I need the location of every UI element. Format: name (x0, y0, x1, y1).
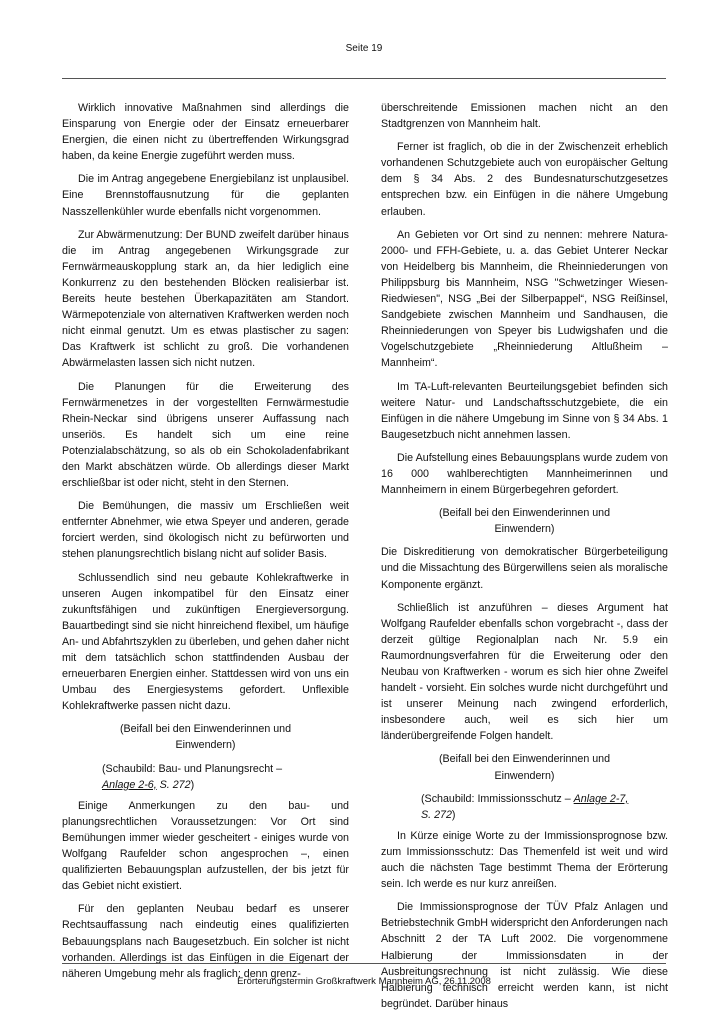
applause-note: (Beifall bei den Einwenderinnen und Einwendern) (438, 753, 611, 782)
paragraph: Die Bemühungen, die massiv um Erschließen weit entfernter Abnehmer, wie etwa Speyer und anderen, gerade forciert werden, sind ökologisch nicht zu befürworten und stehen planungsrechtlich bislang nicht auf solider Basis. (62, 500, 349, 561)
figure-reference (62, 761, 349, 793)
paragraph: Einige Anmerkungen zu den bau- und planungsrechtlichen Voraussetzungen: Vor Ort sind Bemühungen immer wieder gescheitert - einiges wurde von Wolfgang Raufelder schon angesprochen –, einen qualifizierten Bebauungsplan aufzustellen, der bis jetzt für das Gebiet nicht existiert. (62, 799, 349, 893)
applause-note: (Beifall bei den Einwenderinnen und Einwendern) (119, 723, 292, 752)
figure-caption: (Schaubild: Immissionsschutz – (421, 792, 571, 805)
paragraph: Im TA-Luft-relevanten Beurteilungsgebiet befinden sich weitere Natur- und Landschaftsschutzgebiete, die ein Einfügen in die nähere Umgebung im Sinne von § 34 Abs. 1 Baugesetzbuch nicht annehmen lassen. (381, 380, 668, 441)
annex-link[interactable]: Anlage 2-6, (102, 778, 157, 791)
right-column (381, 100, 668, 1019)
paragraph: überschreitende Emissionen machen nicht an den Stadtgrenzen von Mannheim halt. (381, 102, 668, 131)
figure-close: ) (190, 778, 195, 791)
figure-page: S. 272 (421, 808, 452, 821)
paragraph: Die im Antrag angegebene Energiebilanz ist unplausibel. Eine Brennstoffausnutzung für die geplanten Nasszellenkühler wurde ebenfalls nicht vorgenommen. (62, 173, 349, 218)
figure-page: S. 272 (159, 778, 191, 791)
footer-divider (62, 963, 666, 964)
paragraph: Die Planungen für die Erweiterung des Fernwärmenetzes in der vorgestellten Fernwärmestudie Rhein-Neckar sind übrigens unserer Auffassung nach unseriös. Es handelt sich um eine reine Potenzialabschätzung, so als ob ein Schokoladenfabrikant den Markt abschätzen würde. Ob allerdings dieser Markt erschließbar ist oder nicht, steht in den Sternen. (62, 380, 349, 490)
paragraph: Für den geplanten Neubau bedarf es unserer Rechtsauffassung nach eindeutig eines qualifizierten Bebauungsplans nach Baugesetzbuch. Ein solcher ist nicht vorhanden. Allerdings ist das Einfügen in die Eigenart der näheren Umgebung mehr als fraglich; denn grenz- (62, 903, 349, 980)
paragraph: Die Diskreditierung von demokratischer Bürgerbeteiligung und die Missachtung des Bürgerwillens seien als moralische Komponente ergänzt. (381, 546, 668, 591)
annex-link[interactable]: Anlage 2-7, (573, 792, 629, 805)
paragraph: Zur Abwärmenutzung: Der BUND zweifelt darüber hinaus die im Antrag angegebenen Wirkungsgrade zur Fernwärmeauskopplung stark an, da hier lediglich eine Konkurrenz zu den bestehenden Blöcken realisierbar ist. Bereits heute bestehen Überkapazitäten am Standort. Wärmepotenziale von alternativen Kraftwerken werden noch nicht einmal genutzt. Um es etwas plastischer zu sagen: Das Kraftwerk ist schlicht zu groß. Die vorhandenen Abwärmelasten lassen sich nicht nutzen. (62, 228, 349, 370)
paragraph: Schließlich ist anzuführen – dieses Argument hat Wolfgang Raufelder ebenfalls schon vorgebracht -, dass der derzeit gültige Regionalplan nach Nr. 5.9 ein Raumordnungsverfahren für die Erweiterung oder den Neubau von Kraftwerken - worum es sich hier ohne Zweifel handelt - vorsieht. Ein solches wurde nicht durchgeführt und ist unserer Meinung nach zwingend erforderlich, insbesondere auch, weil es sich hier um länderübergreifende Folgen handelt. (381, 601, 668, 743)
paragraph: In Kürze einige Worte zu der Immissionsprognose bzw. zum Immissionsschutz: Das Themenfeld ist weit und wird auch die nächsten Tage bestimmt Thema der Erörterung sein. Ich werde es nur kurz anreißen. (381, 829, 668, 891)
paragraph: Ferner ist fraglich, ob die in der Zwischenzeit erheblich vorhandenen Schutzgebiete auch von europäischer Geltung dem § 34 Abs. 2 des Bundesnaturschutzgesetzes entsprechen bzw. ein Einfügen in die nähere Umgebung erlauben. (381, 141, 668, 218)
paragraph: An Gebieten vor Ort sind zu nennen: mehrere Natura-2000- und FFH-Gebiete, u. a. das Gebiet Unterer Neckar von Heidelberg bis Mannheim, die Rheinniederungen von Philippsburg bis Mannheim, NSG "Schwetzinger Wiesen-Riedwiesen", NSG „Bei der Silberpappel“, NSG Reißinsel, Sandgebiete zwischen Mannheim und Sandhausen, die Rheinniederungen von Speyer bis Ludwigshafen und die Vogelschutzgebiete „Rheinniederung Altlußheim – Mannheim“. (381, 228, 668, 370)
figure-caption: (Schaubild: Bau- und Planungsrecht – (102, 762, 283, 775)
applause-note: (Beifall bei den Einwenderinnen und Einwendern) (438, 507, 611, 536)
figure-reference (381, 791, 668, 823)
left-column (62, 100, 349, 989)
header-divider (62, 78, 666, 79)
paragraph: Wirklich innovative Maßnahmen sind allerdings die Einsparung von Energie oder der Einsatz erneuerbarer Energien, die einen nicht zu übertreffenden Wirkungsgrad haben, da keine Energie zugeführt werden muss. (62, 102, 349, 163)
paragraph: Schlussendlich sind neu gebaute Kohlekraftwerke in unseren Augen inkompatibel für den Einsatz einer zukunftsfähigen und zukünftigen Energieversorgung. Bauartbedingt sind sie nicht hinreichend flexibel, um häufige An- und Abfahrtszyklen zu überleben, und gehen daher nicht mit dem tatsächlich schon stattfindenden Ausbau der erneuerbaren Energien einher. Stattdessen wird von uns ein Umbau des Energiesystems gefordert. Unflexible Kohlekraftwerke passen nicht dazu. (62, 571, 349, 713)
paragraph: Die Immissionsprognose der TÜV Pfalz Anlagen und Betriebstechnik GmbH widerspricht den Anforderungen nach Abschnitt 2 der TA Luft 2002. Die vorgenommene Halbierung der Immissionsdaten in der Ausbreitungsrechnung ist nicht zulässig. Wie diese Halbierung technisch erreicht werden kann, ist nicht begründet. Darüber hinaus (381, 901, 668, 1010)
paragraph: Die Aufstellung eines Bebauungsplans wurde zudem von 16 000 wahlberechtigten Mannheimerinnen und Mannheimern in einem Bürgerbegehren gefordert. (381, 451, 668, 497)
figure-close: ) (451, 808, 456, 821)
page-number-header: Seite 19 (345, 43, 383, 54)
page-footer: Erörterungstermin Großkraftwerk Mannheim AG, 26.11.2008 (237, 976, 491, 987)
